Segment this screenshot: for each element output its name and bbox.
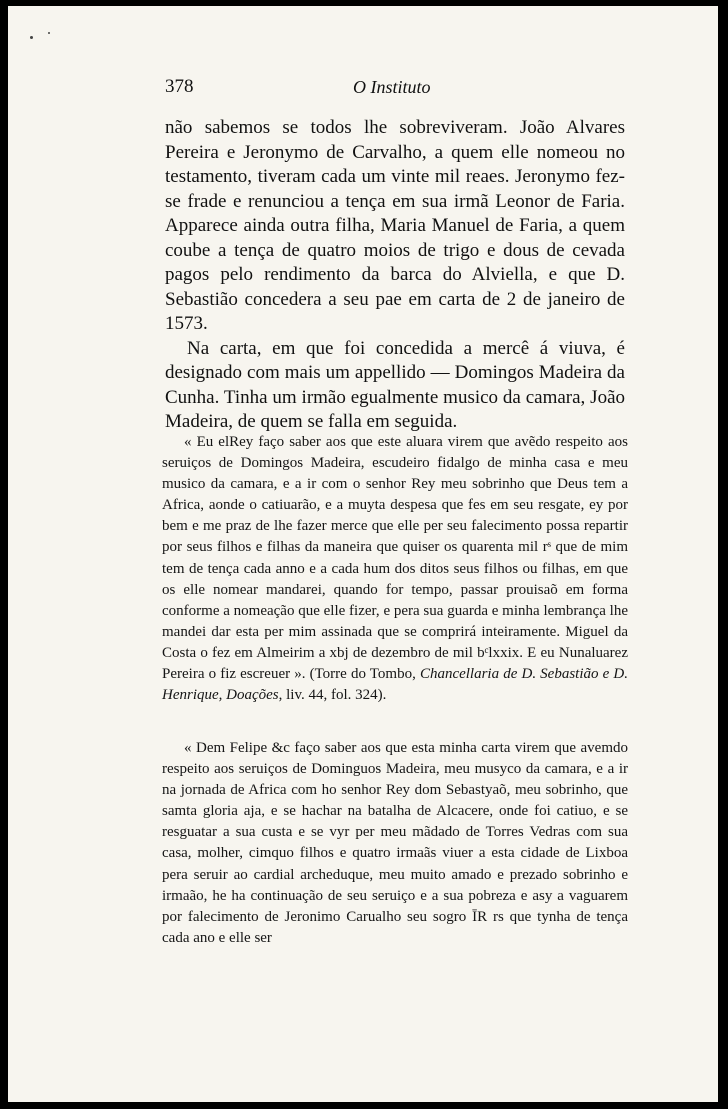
page-header [165,76,625,100]
source-title: Chancellaria de D. Sebastião e D. Henrique, Doações [162,666,628,704]
paper-speck [30,36,33,39]
paragraph: Na carta, em que foi concedida a mercê á viuva, é designado com mais um appellido — Domingos Madeira da Cunha. Tinha um irmão egualmente musico da camara, João Madeira, de quem se falla em seguida. [165,337,625,432]
quote-paragraph: « Dem Felipe &c faço saber aos que esta minha carta virem que avemdo respeito aos seruiços de Dominguos Madeira, meu musyco da camara, e a ir na jornada de Africa com ho senhor Rey dom Sebastyaõ, meu sobrinho, que samta gloria aja, e se hachar na batalha de Alcacere, onde foi catiuo, e se resguatar a sua custa e se vyr per meu mãdado de Torres Vedras com sua casa, molher, cimquo filhos e quatro irmaãs viuer a esta cidade de Lixboa pera seruir ao cardial archeduque, meu muito amado e prezado sobrinho e irmaão, he ha continuação de seu seruiço e a sua pobreza e asy a vaguarem por falecimento de Jeronimo Carualho seu sogro ĪR rs que tynha de tença cada ano e elle ser [162,740,628,946]
main-text [165,116,625,435]
quote-paragraph [162,432,628,706]
running-title: O Instituto [353,77,431,97]
source-reference: , liv. 44, fol. 324). [278,687,387,704]
quoted-document-1 [162,432,628,706]
quote-text: « Eu elRey faço saber aos que este aluara virem que avẽdo respeito aos seruiços de Domingos Madeira, escudeiro fidalgo de minha casa e meu musico da camara, e a ir com o senhor Rey meu sobrinho que Deus tem a Africa, aonde o catiuarão, e a muyta despesa que fes em seu resgate, ey por bem e me praz de lhe fazer merce que elle per seu falecimento possa repartir por seus filhos e filhas da maneira que quiser os quarenta mil rˢ que de mim tem de tença cada anno e a cada hum dos ditos seus filhos ou filhas, em que os elle nomear mandarei, quando for tempo, passar prouisaõ em forma conforme a nomeação que elle fizer, e pera sua guarda e minha lembrança lhe mandei dar esta per mim assinada que se comprirá inteiramente. Miguel da Costa o fez em Almeirim a xbj de dezembro de mil bᶜlxxix. E eu Nunaluarez Pereira o fiz escreuer ». (Torre do Tombo, [162,434,628,683]
paragraph: não sabemos se todos lhe sobreviveram. João Alvares Pereira e Jeronymo de Carvalho, a quem elle nomeou no testamento, tiveram cada um vinte mil reaes. Jeronymo fez-se frade e renunciou a tença em sua irmã Leonor de Faria. Apparece ainda outra filha, Maria Manuel de Faria, a quem coube a tença de quatro moios de trigo e dous de cevada pagos pelo rendimento da barca do Alviella, e que D. Sebastião concedera a seu pae em carta de 2 de janeiro de 1573. [165,117,625,334]
paper-speck [48,32,50,34]
quoted-document-2 [162,738,628,949]
page-number: 378 [165,76,194,97]
